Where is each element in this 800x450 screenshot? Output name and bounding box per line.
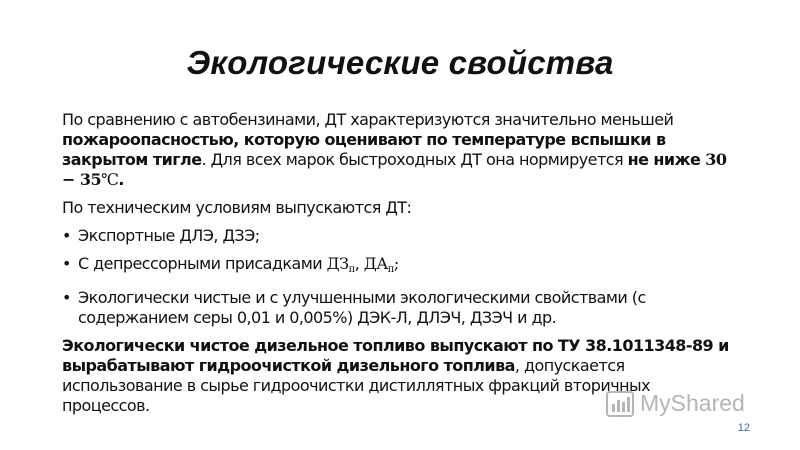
page-number: 12 [737, 422, 750, 434]
separator-semicolon: ; [393, 254, 399, 273]
bar-chart-logo-icon [606, 391, 634, 417]
paragraph-spec-intro: По техническим условиям выпускаются ДТ: [62, 198, 412, 217]
p3-text-2: , допускается использование в сырье гидроочистки дистиллятных фракций вторичных процессов. [62, 356, 651, 415]
p1-bold-not-lower: не ниже [627, 150, 706, 169]
bullet-icon: • [62, 288, 71, 307]
fuel-types-list [62, 226, 742, 328]
grade-da: ДА [363, 254, 388, 273]
slide-title: Экологические свойства [186, 44, 614, 81]
list-item-depressor-text: С депрессорными присадками [78, 254, 327, 273]
paragraph-fire-safety [62, 110, 742, 190]
list-item-eco [62, 288, 742, 328]
p1-celsius-unit: ℃ [101, 170, 119, 189]
separator-comma: , [354, 254, 364, 273]
p1-text-3: . Для всех марок быстроходных ДТ она нормируется [201, 150, 628, 169]
list-item-export-text: Экспортные ДЛЭ, ДЗЭ; [78, 226, 260, 245]
p1-period: . [118, 170, 124, 189]
grade-dz-subscript: п [348, 264, 355, 275]
list-item-depressor [62, 254, 742, 280]
bullet-icon: • [62, 226, 71, 245]
slide-body [62, 110, 742, 424]
p3-bold-eco-diesel: Экологически чистое дизельное топливо выпускают по ТУ 38.1011348-89 и вырабатывают гидроочисткой дизельного топлива [62, 336, 729, 375]
grade-dz: ДЗ [326, 254, 349, 273]
p1-bold-fire-hazard: пожароопасностью, которую оценивают по температуре вспышки в закрытом тигле [62, 130, 666, 169]
grade-da-subscript: п [387, 264, 394, 275]
list-item-eco-text: Экологически чистые и с улучшенными экологическими свойствами (с содержанием серы 0,01 и 0,005%) ДЭК-Л, ДЛЭЧ, ДЗЭЧ и др. [78, 288, 646, 327]
list-item-export [62, 226, 742, 246]
bullet-icon: • [62, 254, 71, 273]
p1-temperature-range: 30 − 35 [62, 150, 727, 189]
p1-text-1: По сравнению с автобензинами, ДТ характеризуются значительно меньшей [62, 110, 674, 129]
logo-text: MyShared [640, 390, 745, 416]
myshared-logo [606, 390, 745, 417]
